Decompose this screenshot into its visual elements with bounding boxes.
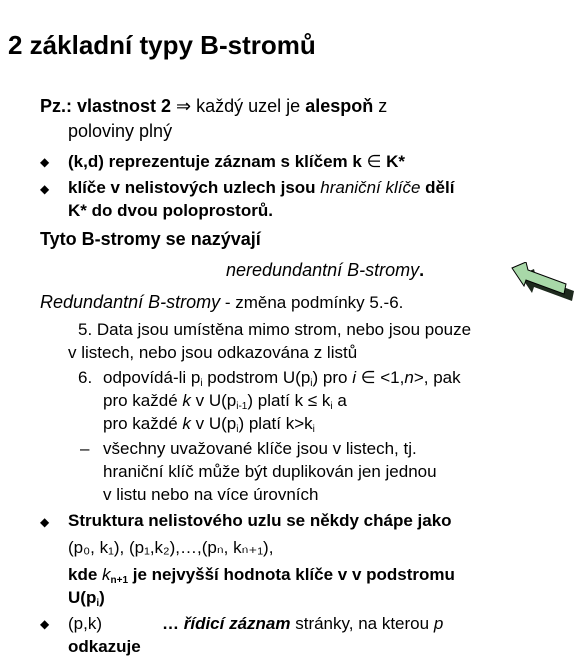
dash-line1: všechny uvažované klíče jsou v listech, tj. [103,439,417,458]
pz-line2: poloviny plný [68,121,173,141]
redundant-line [40,292,403,313]
dash-line3: v listu nebo na více úrovních [103,485,319,504]
b2-italic: hraniční klíče [320,178,421,197]
dash-line2: hraniční klíč může být duplikován jen jednou [103,462,437,481]
bullet-2-line2: K* do dvou poloprostorů. [68,201,273,220]
b2-pre: klíče v nelistových uzlech jsou [68,178,321,197]
slide-title: 2 základní typy B-stromů [8,30,316,60]
bullet-3-line4: $U(p_i)$ [68,588,105,609]
implies-symbol: ⇒ [176,96,192,116]
diamond-bullet-icon: ◆ [40,515,50,529]
nered-line [226,260,424,281]
red-rest: - změna podmínky 5.-6. [220,293,404,312]
bullet-4-pk: (p,k) [68,614,102,633]
point-5-line2: v listech, nebo jsou odkazována z listů [68,343,358,362]
bullet-3-line3: kde $k_{n+1}$ je nejvyšší hodnota klíče v v podstromu [68,565,455,586]
point-6-line3: pro každé k v $U(p_i)$ platí $k>k_i$ [103,414,315,435]
nered-dot: . [419,260,425,280]
bullet-1-text [68,152,405,172]
diamond-bullet-icon: ◆ [40,617,50,631]
element-of-symbol: ∈ [366,152,382,171]
b2-post: dělí [420,178,455,197]
dash-symbol: – [80,439,90,458]
bullet-4-line1: … řídicí záznam stránky, na kterou p [162,614,444,633]
point-6-line1: odpovídá-li $p_i$ podstrom $U(p_i)$ pro i ∈ <1,n>, pak [103,368,461,389]
bullet-3-line2: (p₀, k₁), (p₁,k₂),…,(pₙ, kₙ₊₁), [68,538,274,557]
point-6-line2: pro každé k v $U(p_{i-1})$ platí $k \le k_i$ a [103,391,347,412]
pz-prefix: Pz.: vlastnost 2 [40,96,177,116]
diamond-bullet-icon: ◆ [40,182,50,196]
bullet-3-line1: Struktura nelistového uzlu se někdy chápe jako [68,511,452,530]
pz-line [40,96,387,117]
tyto-line: Tyto B-stromy se nazývají [40,229,261,249]
red-italic: Redundantní B-stromy [40,292,221,312]
bullet-2-text [68,178,454,198]
b1-text: (k,d) reprezentuje záznam s klíčem k [68,152,367,171]
pz-suffix: z [373,96,388,116]
diamond-bullet-icon: ◆ [40,155,50,169]
point-6-num: 6. [78,368,93,387]
left-arrow-icon [510,262,574,302]
nered-italic: neredundantní B-stromy [226,260,420,280]
bullet-4-line2: odkazuje [68,637,141,656]
pz-bold: alespoň [305,96,374,116]
b1-tail: K* [381,152,405,171]
point-5-line1: 5. Data jsou umístěna mimo strom, nebo jsou pouze [78,320,472,339]
pz-mid: každý uzel je [191,96,306,116]
